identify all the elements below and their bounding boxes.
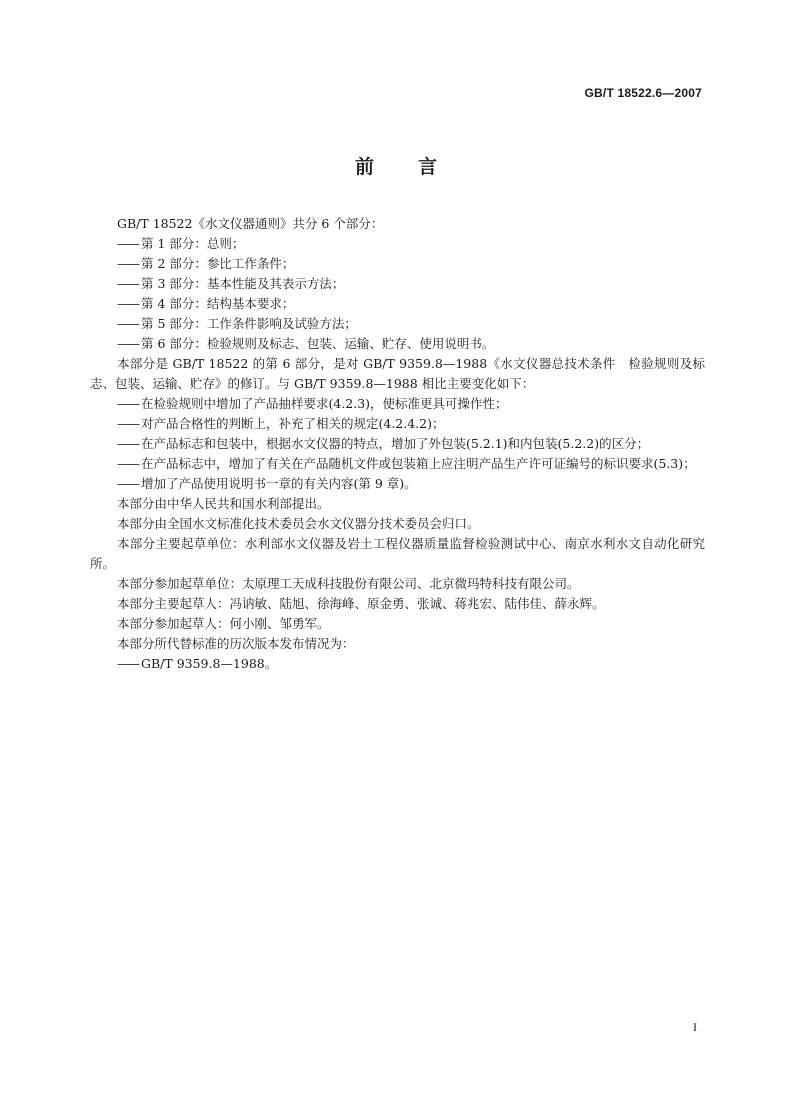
paragraph: 本部分参加起草单位：太原理工天成科技股份有限公司、北京微玛特科技有限公司。 xyxy=(117,576,580,591)
paragraph: 本部分由全国水文标准化技术委员会水文仪器分技术委员会归口。 xyxy=(117,516,480,531)
dash-marker: —— xyxy=(117,236,138,251)
list-item-text: 第 3 部分：基本性能及其表示方法； xyxy=(141,276,345,291)
list-item xyxy=(90,294,705,314)
dash-marker: —— xyxy=(117,296,138,311)
list-item xyxy=(90,394,705,414)
paragraph: GB/T 18522《水文仪器通则》共分 6 个部分： xyxy=(117,216,384,231)
list-item-text: 第 2 部分：参比工作条件； xyxy=(141,256,295,271)
list-item-text: 第 5 部分：工作条件影响及试验方法； xyxy=(141,316,357,331)
list-item xyxy=(90,414,705,434)
paragraph: 本部分是 GB/T 18522 的第 6 部分，是对 GB/T 9359.8—1988《水文仪器总技术条件 检验规则及标志、包装、运输、贮存》的修订。与 GB/T 9359.8—1988 相比主要变化如下： xyxy=(90,356,705,391)
list-item-text: GB/T 9359.8—1988。 xyxy=(141,656,278,671)
paragraph: 本部分参加起草人：何小刚、邹勇军。 xyxy=(117,616,330,631)
dash-marker: —— xyxy=(117,476,138,491)
page-title: 前言 xyxy=(354,156,481,178)
dash-marker: —— xyxy=(117,396,138,411)
list-item xyxy=(90,274,705,294)
page-number: I xyxy=(693,1020,697,1034)
list-item-text: 对产品合格性的判断上，补充了相关的规定(4.2.4.2)； xyxy=(141,416,445,431)
standard-code: GB/T 18522.6—2007 xyxy=(584,86,702,100)
list-item-text: 第 6 部分：检验规则及标志、包装、运输、贮存、使用说明书。 xyxy=(141,336,495,351)
list-item xyxy=(90,654,705,674)
list-item-text: 增加了产品使用说明书一章的有关内容(第 9 章)。 xyxy=(141,476,417,491)
list-item-text: 第 1 部分：总则； xyxy=(141,236,245,251)
list-item xyxy=(90,334,705,354)
dash-marker: —— xyxy=(117,276,138,291)
paragraph: 本部分主要起草人：冯讷敏、陆旭、徐海峰、原金勇、张诚、蒋兆宏、陆伟佳、薛永辉。 xyxy=(117,596,605,611)
list-item-text: 第 4 部分：结构基本要求； xyxy=(141,296,295,311)
list-item xyxy=(90,254,705,274)
list-item-text: 在检验规则中增加了产品抽样要求(4.2.3)，使标准更具可操作性； xyxy=(141,396,508,411)
list-item xyxy=(90,434,705,454)
dash-marker: —— xyxy=(117,456,138,471)
paragraph: 本部分由中华人民共和国水利部提出。 xyxy=(117,496,330,511)
dash-marker: —— xyxy=(117,656,138,671)
foreword-body xyxy=(90,214,705,674)
list-item-text: 在产品标志和包装中，根据水文仪器的特点，增加了外包装(5.2.1)和内包装(5.2.2)的区分； xyxy=(141,436,650,451)
paragraph: 本部分主要起草单位：水利部水文仪器及岩土工程仪器质量监督检验测试中心、南京水利水文自动化研究所。 xyxy=(90,536,705,571)
dash-marker: —— xyxy=(117,336,138,351)
dash-marker: —— xyxy=(117,416,138,431)
list-item xyxy=(90,314,705,334)
list-item xyxy=(90,234,705,254)
dash-marker: —— xyxy=(117,436,138,451)
list-item xyxy=(90,454,705,474)
dash-marker: —— xyxy=(117,316,138,331)
paragraph: 本部分所代替标准的历次版本发布情况为： xyxy=(117,636,355,651)
list-item-text: 在产品标志中，增加了有关在产品随机文件或包装箱上应注明产品生产许可证编号的标识要求(5.3)； xyxy=(141,456,696,471)
list-item xyxy=(90,474,705,494)
dash-marker: —— xyxy=(117,256,138,271)
